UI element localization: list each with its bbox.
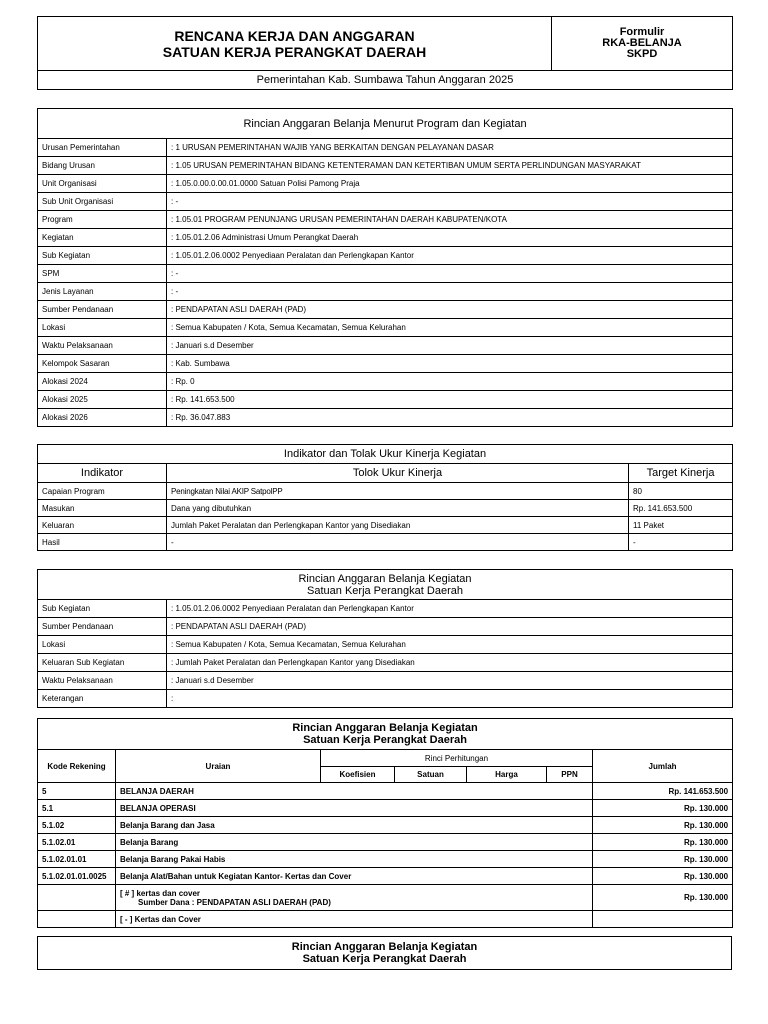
rincian-rekening-title-line1: Rincian Anggaran Belanja Kegiatan <box>292 722 478 734</box>
col-header-satuan: Satuan <box>395 767 467 783</box>
program-block <box>37 108 732 427</box>
rincian-rekening-block <box>37 718 732 928</box>
table-row <box>38 211 733 229</box>
row-value: : Januari s.d Desember <box>167 672 733 690</box>
rincian-continued-title-line2: Satuan Kerja Perangkat Daerah <box>302 953 467 965</box>
table-row <box>38 672 733 690</box>
table-row <box>38 301 733 319</box>
document-title-line2: SATUAN KERJA PERANGKAT DAERAH <box>162 43 427 60</box>
kinerja-target: 11 Paket <box>629 517 733 534</box>
table-row <box>38 319 733 337</box>
rincian-kegiatan-title <box>38 570 733 600</box>
uraian: BELANJA OPERASI <box>116 800 593 817</box>
kinerja-indikator: Keluaran <box>38 517 167 534</box>
row-value: : - <box>167 283 733 301</box>
col-header-ppn: PPN <box>547 767 593 783</box>
row-label: Sub Kegiatan <box>38 247 167 265</box>
row-label: Lokasi <box>38 636 167 654</box>
rincian-kegiatan-block <box>37 569 732 708</box>
row-label: Waktu Pelaksanaan <box>38 337 167 355</box>
row-label: Jenis Layanan <box>38 283 167 301</box>
table-row <box>38 157 733 175</box>
row-label: Sub Unit Organisasi <box>38 193 167 211</box>
row-label: Bidang Urusan <box>38 157 167 175</box>
form-label-line2: RKA-BELANJA <box>602 37 682 49</box>
uraian: Belanja Barang dan Jasa <box>116 817 593 834</box>
row-label: Sumber Pendanaan <box>38 301 167 319</box>
kinerja-target: 80 <box>629 483 733 500</box>
row-value: : Semua Kabupaten / Kota, Semua Kecamatan, Semua Kelurahan <box>167 319 733 337</box>
kinerja-tolok: Dana yang dibutuhkan <box>167 500 629 517</box>
table-row <box>38 534 733 551</box>
table-row <box>38 355 733 373</box>
form-label <box>552 17 733 71</box>
row-value: : - <box>167 193 733 211</box>
program-section-title: Rincian Anggaran Belanja Menurut Program dan Kegiatan <box>38 109 733 139</box>
jumlah: Rp. 130.000 <box>593 834 733 851</box>
kode-rekening: 5.1.02 <box>38 817 116 834</box>
table-row <box>38 409 733 427</box>
kode-rekening: 5 <box>38 783 116 800</box>
row-label: Kelompok Sasaran <box>38 355 167 373</box>
table-row <box>38 483 733 500</box>
row-value: : Semua Kabupaten / Kota, Semua Kecamatan, Semua Kelurahan <box>167 636 733 654</box>
table-row <box>38 193 733 211</box>
row-value: : Januari s.d Desember <box>167 337 733 355</box>
row-label: Sub Kegiatan <box>38 600 167 618</box>
item-description: [ - ] Kertas dan Cover <box>116 911 593 928</box>
row-label: Program <box>38 211 167 229</box>
row-value: : Rp. 141.653.500 <box>167 391 733 409</box>
row-value: : Rp. 0 <box>167 373 733 391</box>
uraian: Belanja Alat/Bahan untuk Kegiatan Kantor- Kertas dan Cover <box>116 868 593 885</box>
group-jumlah: Rp. 130.000 <box>593 885 733 911</box>
table-row <box>38 229 733 247</box>
jumlah: Rp. 130.000 <box>593 817 733 834</box>
row-label: SPM <box>38 265 167 283</box>
rincian-kegiatan-title-line1: Rincian Anggaran Belanja Kegiatan <box>298 572 472 585</box>
table-row <box>38 500 733 517</box>
table-row <box>38 283 733 301</box>
rincian-kegiatan-title-line2: Satuan Kerja Perangkat Daerah <box>307 584 463 597</box>
row-label: Urusan Pemerintahan <box>38 139 167 157</box>
table-row-item <box>38 911 733 928</box>
table-row <box>38 139 733 157</box>
document-title <box>38 17 552 71</box>
form-label-line3: SKPD <box>626 48 658 60</box>
group-line2: Sumber Dana : PENDAPATAN ASLI DAERAH (PAD) <box>138 897 331 907</box>
rincian-continued-title <box>38 937 732 970</box>
table-row <box>38 337 733 355</box>
kode-rekening: 5.1 <box>38 800 116 817</box>
group-description <box>116 885 593 911</box>
group-line1: [ # ] kertas dan cover <box>120 888 201 898</box>
row-label: Keluaran Sub Kegiatan <box>38 654 167 672</box>
document-title-line1: RENCANA KERJA DAN ANGGARAN <box>174 27 415 44</box>
form-label-line1: Formulir <box>619 26 665 38</box>
row-value: : 1.05.01.2.06.0002 Penyediaan Peralatan dan Perlengkapan Kantor <box>167 247 733 265</box>
table-row <box>38 247 733 265</box>
uraian: Belanja Barang <box>116 834 593 851</box>
row-value: : Kab. Sumbawa <box>167 355 733 373</box>
table-row <box>38 618 733 636</box>
row-value: : 1.05.0.00.0.00.01.0000 Satuan Polisi Pamong Praja <box>167 175 733 193</box>
row-value: : 1.05.01.2.06.0002 Penyediaan Peralatan dan Perlengkapan Kantor <box>167 600 733 618</box>
rincian-rekening-title <box>38 719 733 750</box>
col-header-uraian: Uraian <box>116 750 321 783</box>
row-value: : 1 URUSAN PEMERINTAHAN WAJIB YANG BERKAITAN DENGAN PELAYANAN DASAR <box>167 139 733 157</box>
row-label: Lokasi <box>38 319 167 337</box>
row-label: Unit Organisasi <box>38 175 167 193</box>
table-row <box>38 868 733 885</box>
jumlah: Rp. 130.000 <box>593 868 733 885</box>
table-row <box>38 600 733 618</box>
kinerja-header-tolok: Tolok Ukur Kinerja <box>167 464 629 483</box>
table-row <box>38 654 733 672</box>
row-value: : <box>167 690 733 708</box>
kinerja-header-indikator: Indikator <box>38 464 167 483</box>
rincian-continued-block <box>37 936 732 970</box>
table-row <box>38 817 733 834</box>
table-row <box>38 783 733 800</box>
row-label: Keterangan <box>38 690 167 708</box>
kinerja-indikator: Capaian Program <box>38 483 167 500</box>
kinerja-target: - <box>629 534 733 551</box>
kinerja-indikator: Masukan <box>38 500 167 517</box>
document-subtitle: Pemerintahan Kab. Sumbawa Tahun Anggaran 2025 <box>38 71 733 90</box>
rincian-rekening-title-line2: Satuan Kerja Perangkat Daerah <box>303 734 467 746</box>
table-row <box>38 373 733 391</box>
rincian-continued-title-line1: Rincian Anggaran Belanja Kegiatan <box>291 941 478 953</box>
col-header-harga: Harga <box>467 767 547 783</box>
row-value: : - <box>167 265 733 283</box>
kode-rekening: 5.1.02.01 <box>38 834 116 851</box>
kinerja-section-title: Indikator dan Tolak Ukur Kinerja Kegiatan <box>38 445 733 464</box>
row-label: Alokasi 2025 <box>38 391 167 409</box>
row-label: Alokasi 2026 <box>38 409 167 427</box>
jumlah: Rp. 130.000 <box>593 851 733 868</box>
row-value: : PENDAPATAN ASLI DAERAH (PAD) <box>167 618 733 636</box>
kinerja-target: Rp. 141.653.500 <box>629 500 733 517</box>
table-row <box>38 800 733 817</box>
row-value: : Rp. 36.047.883 <box>167 409 733 427</box>
col-header-jumlah: Jumlah <box>593 750 733 783</box>
row-value: : 1.05.01 PROGRAM PENUNJANG URUSAN PEMERINTAHAN DAERAH KABUPATEN/KOTA <box>167 211 733 229</box>
kinerja-indikator: Hasil <box>38 534 167 551</box>
table-row <box>38 265 733 283</box>
kode-rekening: 5.1.02.01.01 <box>38 851 116 868</box>
row-label: Sumber Pendanaan <box>38 618 167 636</box>
row-label: Kegiatan <box>38 229 167 247</box>
uraian: Belanja Barang Pakai Habis <box>116 851 593 868</box>
col-header-kode: Kode Rekening <box>38 750 116 783</box>
table-row <box>38 851 733 868</box>
kinerja-block <box>37 444 732 551</box>
table-row <box>38 834 733 851</box>
table-row-group <box>38 885 733 911</box>
table-row <box>38 636 733 654</box>
kinerja-tolok: Jumlah Paket Peralatan dan Perlengkapan Kantor yang Disediakan <box>167 517 629 534</box>
kinerja-header-target: Target Kinerja <box>629 464 733 483</box>
col-header-rinci: Rinci Perhitungan <box>321 750 593 767</box>
table-row <box>38 175 733 193</box>
jumlah: Rp. 130.000 <box>593 800 733 817</box>
row-value: : 1.05 URUSAN PEMERINTAHAN BIDANG KETENTERAMAN DAN KETERTIBAN UMUM SERTA PERLINDUNGAN MASYARAKAT <box>167 157 733 175</box>
kode-rekening: 5.1.02.01.01.0025 <box>38 868 116 885</box>
col-header-koefisien: Koefisien <box>321 767 395 783</box>
kinerja-tolok: Peningkatan Nilai AKIP SatpolPP <box>167 483 629 500</box>
row-label: Waktu Pelaksanaan <box>38 672 167 690</box>
header-block <box>37 16 732 90</box>
kinerja-tolok: - <box>167 534 629 551</box>
row-value: : Jumlah Paket Peralatan dan Perlengkapan Kantor yang Disediakan <box>167 654 733 672</box>
row-value: : PENDAPATAN ASLI DAERAH (PAD) <box>167 301 733 319</box>
uraian: BELANJA DAERAH <box>116 783 593 800</box>
jumlah: Rp. 141.653.500 <box>593 783 733 800</box>
table-row <box>38 391 733 409</box>
table-row <box>38 690 733 708</box>
row-value: : 1.05.01.2.06 Administrasi Umum Perangkat Daerah <box>167 229 733 247</box>
row-label: Alokasi 2024 <box>38 373 167 391</box>
table-row <box>38 517 733 534</box>
